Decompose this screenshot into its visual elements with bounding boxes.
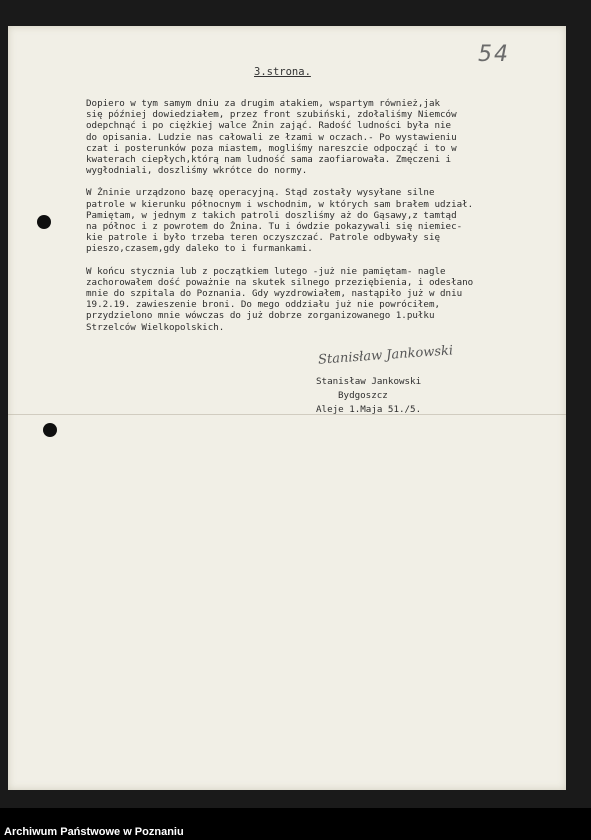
signature-block <box>316 375 421 417</box>
archive-label: Archiwum Państwowe w Poznaniu <box>4 826 184 838</box>
punch-hole <box>43 423 57 437</box>
paragraph: W końcu stycznia lub z początkiem lutego -już nie pamiętam- nagle zachorowałem dość poważnie na skutek silnego przeziębienia, i odesłano mnie do szpitala do Poznania. Gdy wyzdrowiałem, nastąpiło już w dniu 19.2.19. zawieszenie broni. Do mego oddziału już nie powróciłem, przydzielono mnie wówczas do już dobrze zorganizowanego 1.pułku Strzelców Wielkopolskich. <box>86 265 474 333</box>
handwritten-signature: Stanisław Jankowski <box>317 343 454 368</box>
page-fold-line <box>8 414 566 415</box>
paragraph: Dopiero w tym samym dniu za drugim atakiem, wspartym również,jak się później dowiedziałem, przez front szubiński, zdołaliśmy Niemców odepchnąć i po ciężkiej walce Żnin zająć. Radość ludności była nie do opisania. Ludzie nas całowali ze łzami w oczach.- Po wystawieniu czat i posterunków poza miastem, mogliśmy nareszcie odpocząć i to w kwaterach ciepłych,którą nam ludność sama zaofiarowała. Zmęczeni i wygłodniali, doszliśmy wkrótce do normy. <box>86 98 457 177</box>
page-number: 3.strona. <box>254 66 311 78</box>
document-page <box>8 26 566 790</box>
author-name: Stanisław Jankowski <box>316 376 422 387</box>
body-text <box>86 98 526 344</box>
punch-hole <box>37 215 51 229</box>
paragraph: W Żninie urządzono bazę operacyjną. Stąd zostały wysyłane silne patrole w kierunku północnym i wschodnim, w których sam brałem udział. Pamiętam, w jednym z takich patroli doszliśmy aż do Gąsawy,z tamtąd na północ i z powrotem do Żnina. Tu i ówdzie pokazywali się niemiec- kie patrole i było trzeba teren oczyszczać. Patrole odbywały się pieszo,czasem,gdy daleko to i furmankami. <box>86 187 474 255</box>
author-city: Bydgoszcz <box>338 390 388 401</box>
archive-number-handwritten: 54 <box>478 42 510 67</box>
author-address: Aleje 1.Maja 51./5. <box>316 404 422 415</box>
